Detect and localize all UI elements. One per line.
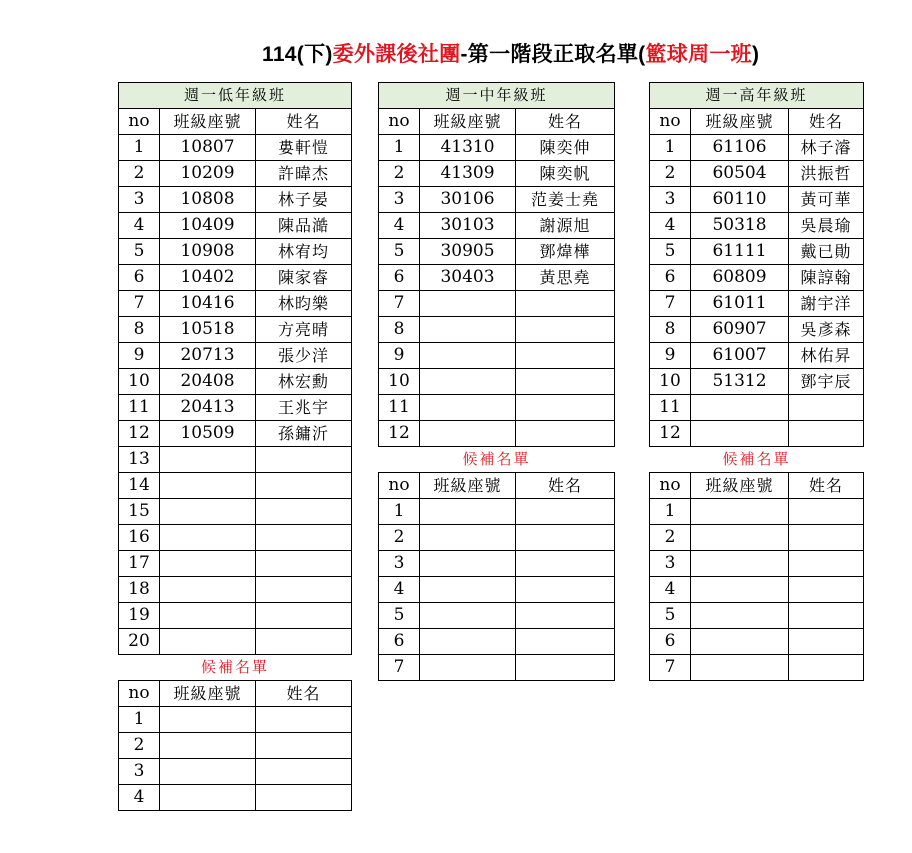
row-seat	[160, 707, 256, 733]
row-seat	[691, 551, 789, 577]
row-no: 7	[650, 655, 691, 681]
row-name	[516, 577, 615, 603]
row-no: 3	[379, 551, 420, 577]
table-row	[119, 447, 352, 473]
row-no: 5	[379, 603, 420, 629]
row-no: 6	[379, 629, 420, 655]
row-seat: 10807	[160, 135, 256, 161]
row-name	[516, 369, 615, 395]
waitlist-row	[379, 499, 615, 525]
row-no: 8	[650, 317, 691, 343]
row-name	[516, 421, 615, 447]
waitlist-row	[379, 551, 615, 577]
row-seat: 60809	[691, 265, 789, 291]
row-name: 謝宇洋	[789, 291, 864, 317]
table-row	[119, 473, 352, 499]
row-name	[516, 655, 615, 681]
col-name-header: 姓名	[516, 109, 615, 135]
row-no: 5	[650, 239, 691, 265]
table-row	[119, 525, 352, 551]
row-seat: 30905	[420, 239, 516, 265]
row-no: 5	[650, 603, 691, 629]
title-class: 籃球周一班	[645, 43, 752, 66]
row-seat: 20713	[160, 343, 256, 369]
row-no: 2	[379, 525, 420, 551]
row-name	[256, 577, 352, 603]
column-header-row	[119, 109, 352, 135]
row-no: 9	[379, 343, 420, 369]
mid-grade-block	[378, 82, 615, 681]
row-name	[516, 603, 615, 629]
row-name: 洪振哲	[789, 161, 864, 187]
row-name: 林佑昇	[789, 343, 864, 369]
col-no-header: no	[119, 109, 160, 135]
row-name: 陳奕伸	[516, 135, 615, 161]
low-grade-block	[118, 82, 352, 811]
row-no: 2	[119, 733, 160, 759]
col-seat-header: 班級座號	[420, 109, 516, 135]
col-name-header: 姓名	[256, 681, 352, 707]
row-name: 鄧煒樺	[516, 239, 615, 265]
table-row	[119, 135, 352, 161]
row-name	[256, 551, 352, 577]
waitlist-row	[650, 603, 864, 629]
table-row	[379, 239, 615, 265]
row-seat: 61007	[691, 343, 789, 369]
table-row	[119, 187, 352, 213]
row-no: 14	[119, 473, 160, 499]
row-no: 17	[119, 551, 160, 577]
row-seat	[420, 551, 516, 577]
row-seat	[160, 629, 256, 655]
row-name	[256, 759, 352, 785]
row-name: 林昀樂	[256, 291, 352, 317]
high-grade-table	[649, 82, 864, 681]
table-row	[119, 239, 352, 265]
row-name: 王兆宇	[256, 395, 352, 421]
row-no: 1	[119, 707, 160, 733]
waitlist-row	[119, 759, 352, 785]
row-seat: 61106	[691, 135, 789, 161]
table-row	[650, 135, 864, 161]
waitlist-row	[379, 629, 615, 655]
row-no: 9	[119, 343, 160, 369]
row-name: 婁軒愷	[256, 135, 352, 161]
waitlist-row	[119, 733, 352, 759]
table-row	[119, 577, 352, 603]
class-heading: 週一低年級班	[119, 83, 352, 109]
waitlist-heading: 候補名單	[650, 447, 864, 473]
waitlist-heading-row	[650, 447, 864, 473]
table-row	[379, 135, 615, 161]
row-seat	[420, 317, 516, 343]
row-no: 4	[379, 213, 420, 239]
row-no: 19	[119, 603, 160, 629]
row-seat	[160, 447, 256, 473]
title-stage: -第一階段正取名單(	[460, 43, 646, 66]
row-name	[256, 629, 352, 655]
table-row	[119, 317, 352, 343]
row-seat: 20408	[160, 369, 256, 395]
row-seat	[420, 343, 516, 369]
row-name: 吳彥森	[789, 317, 864, 343]
table-row	[379, 187, 615, 213]
table-row	[379, 317, 615, 343]
col-seat-header: 班級座號	[160, 681, 256, 707]
row-seat	[160, 577, 256, 603]
page-title	[262, 38, 759, 68]
row-seat	[420, 499, 516, 525]
row-seat: 60504	[691, 161, 789, 187]
row-name: 鄧宇辰	[789, 369, 864, 395]
row-seat: 60907	[691, 317, 789, 343]
table-row	[650, 265, 864, 291]
waitlist-heading: 候補名單	[119, 655, 352, 681]
row-seat: 51312	[691, 369, 789, 395]
col-no-header: no	[650, 109, 691, 135]
row-name	[256, 525, 352, 551]
row-name	[789, 629, 864, 655]
row-name	[516, 343, 615, 369]
row-no: 10	[650, 369, 691, 395]
row-name	[256, 473, 352, 499]
row-seat: 10808	[160, 187, 256, 213]
table-row	[379, 161, 615, 187]
row-seat	[160, 603, 256, 629]
col-seat-header: 班級座號	[160, 109, 256, 135]
row-no: 4	[119, 213, 160, 239]
row-seat: 41310	[420, 135, 516, 161]
row-name: 林宥均	[256, 239, 352, 265]
row-name: 許暐杰	[256, 161, 352, 187]
table-row	[379, 213, 615, 239]
row-name: 林宏勳	[256, 369, 352, 395]
row-no: 20	[119, 629, 160, 655]
row-name: 吳晨瑜	[789, 213, 864, 239]
row-seat: 10209	[160, 161, 256, 187]
row-no: 12	[119, 421, 160, 447]
table-row	[650, 421, 864, 447]
row-no: 2	[119, 161, 160, 187]
row-seat	[691, 421, 789, 447]
table-row	[119, 213, 352, 239]
waitlist-row	[650, 655, 864, 681]
row-name: 張少洋	[256, 343, 352, 369]
row-no: 6	[650, 265, 691, 291]
row-name	[516, 551, 615, 577]
row-name: 陳奕帆	[516, 161, 615, 187]
row-no: 7	[119, 291, 160, 317]
row-name	[789, 395, 864, 421]
waitlist-row	[650, 499, 864, 525]
row-no: 7	[379, 291, 420, 317]
row-seat	[691, 629, 789, 655]
row-name: 陳品澔	[256, 213, 352, 239]
row-name: 黃思堯	[516, 265, 615, 291]
row-name: 范姜士堯	[516, 187, 615, 213]
row-no: 6	[119, 265, 160, 291]
row-name	[789, 655, 864, 681]
title-term: 114(下)	[262, 43, 333, 66]
row-name	[516, 317, 615, 343]
row-name	[516, 395, 615, 421]
row-name	[789, 499, 864, 525]
row-no: 11	[379, 395, 420, 421]
row-seat: 41309	[420, 161, 516, 187]
table-row	[119, 265, 352, 291]
class-heading-row	[379, 83, 615, 109]
row-no: 5	[379, 239, 420, 265]
table-row	[379, 265, 615, 291]
row-name	[256, 785, 352, 811]
col-seat-header: 班級座號	[691, 473, 789, 499]
row-name	[789, 603, 864, 629]
row-name: 黃可華	[789, 187, 864, 213]
title-program: 委外課後社團	[332, 43, 461, 66]
table-row	[650, 395, 864, 421]
row-name: 方亮晴	[256, 317, 352, 343]
row-seat	[691, 655, 789, 681]
table-row	[119, 551, 352, 577]
row-seat	[160, 525, 256, 551]
row-no: 2	[650, 525, 691, 551]
row-seat: 61111	[691, 239, 789, 265]
row-seat	[420, 369, 516, 395]
row-seat: 10509	[160, 421, 256, 447]
table-row	[119, 421, 352, 447]
row-name	[516, 499, 615, 525]
row-name: 謝源旭	[516, 213, 615, 239]
row-seat	[160, 473, 256, 499]
class-heading: 週一高年級班	[650, 83, 864, 109]
row-name	[256, 499, 352, 525]
row-seat	[160, 551, 256, 577]
table-row	[650, 369, 864, 395]
row-no: 1	[650, 135, 691, 161]
waitlist-heading-row	[119, 655, 352, 681]
row-no: 6	[650, 629, 691, 655]
table-row	[650, 213, 864, 239]
row-no: 15	[119, 499, 160, 525]
row-name: 林子濬	[789, 135, 864, 161]
column-header-row	[650, 109, 864, 135]
table-row	[119, 369, 352, 395]
row-seat	[420, 577, 516, 603]
row-name	[516, 291, 615, 317]
row-no: 11	[650, 395, 691, 421]
row-seat	[160, 759, 256, 785]
row-no: 4	[379, 577, 420, 603]
row-name	[789, 577, 864, 603]
waitlist-row	[650, 577, 864, 603]
table-row	[650, 161, 864, 187]
row-no: 7	[650, 291, 691, 317]
row-no: 2	[379, 161, 420, 187]
row-no: 18	[119, 577, 160, 603]
low-grade-table	[118, 82, 352, 811]
table-row	[379, 395, 615, 421]
row-name	[256, 603, 352, 629]
row-seat	[691, 499, 789, 525]
row-no: 1	[650, 499, 691, 525]
row-no: 4	[119, 785, 160, 811]
row-seat	[160, 785, 256, 811]
row-name: 陳家睿	[256, 265, 352, 291]
row-seat: 61011	[691, 291, 789, 317]
waitlist-heading: 候補名單	[379, 447, 615, 473]
row-no: 5	[119, 239, 160, 265]
row-seat: 10518	[160, 317, 256, 343]
table-row	[650, 239, 864, 265]
column-header-row	[650, 473, 864, 499]
row-no: 9	[650, 343, 691, 369]
row-name	[789, 525, 864, 551]
row-name	[256, 707, 352, 733]
row-name: 戴已勛	[789, 239, 864, 265]
column-header-row	[379, 473, 615, 499]
row-name	[789, 421, 864, 447]
table-row	[119, 395, 352, 421]
col-no-header: no	[650, 473, 691, 499]
table-row	[650, 317, 864, 343]
waitlist-row	[650, 629, 864, 655]
row-name: 林子晏	[256, 187, 352, 213]
row-seat: 10416	[160, 291, 256, 317]
row-no: 11	[119, 395, 160, 421]
col-name-header: 姓名	[789, 473, 864, 499]
row-no: 4	[650, 213, 691, 239]
table-row	[119, 343, 352, 369]
row-seat	[420, 395, 516, 421]
col-no-header: no	[379, 473, 420, 499]
waitlist-row	[379, 525, 615, 551]
row-no: 1	[119, 135, 160, 161]
row-seat: 60110	[691, 187, 789, 213]
table-row	[379, 369, 615, 395]
mid-grade-table	[378, 82, 615, 681]
table-row	[650, 343, 864, 369]
row-seat	[420, 291, 516, 317]
table-row	[119, 161, 352, 187]
row-no: 12	[379, 421, 420, 447]
table-row	[119, 499, 352, 525]
row-seat	[420, 421, 516, 447]
row-seat	[691, 395, 789, 421]
row-seat: 30106	[420, 187, 516, 213]
row-seat	[420, 603, 516, 629]
table-row	[119, 603, 352, 629]
row-seat	[691, 525, 789, 551]
waitlist-row	[379, 577, 615, 603]
row-seat: 20413	[160, 395, 256, 421]
row-seat	[691, 577, 789, 603]
row-name	[789, 551, 864, 577]
row-seat: 10402	[160, 265, 256, 291]
row-seat: 30103	[420, 213, 516, 239]
row-seat: 10409	[160, 213, 256, 239]
waitlist-row	[650, 551, 864, 577]
row-no: 3	[650, 187, 691, 213]
table-row	[119, 629, 352, 655]
row-no: 4	[650, 577, 691, 603]
col-name-header: 姓名	[256, 109, 352, 135]
row-no: 1	[379, 499, 420, 525]
row-no: 3	[119, 759, 160, 785]
row-no: 10	[379, 369, 420, 395]
waitlist-heading-row	[379, 447, 615, 473]
row-seat	[420, 655, 516, 681]
row-seat	[160, 499, 256, 525]
row-seat: 30403	[420, 265, 516, 291]
column-header-row	[379, 109, 615, 135]
title-close: )	[751, 43, 760, 66]
waitlist-row	[379, 603, 615, 629]
row-name	[516, 629, 615, 655]
row-name	[516, 525, 615, 551]
row-no: 8	[379, 317, 420, 343]
column-header-row	[119, 681, 352, 707]
row-no: 16	[119, 525, 160, 551]
col-seat-header: 班級座號	[420, 473, 516, 499]
waitlist-row	[379, 655, 615, 681]
class-heading-row	[119, 83, 352, 109]
col-no-header: no	[119, 681, 160, 707]
row-no: 10	[119, 369, 160, 395]
class-heading-row	[650, 83, 864, 109]
row-seat: 50318	[691, 213, 789, 239]
row-no: 3	[379, 187, 420, 213]
table-row	[650, 291, 864, 317]
row-seat	[160, 733, 256, 759]
waitlist-row	[119, 785, 352, 811]
row-name	[256, 447, 352, 473]
waitlist-row	[119, 707, 352, 733]
table-row	[119, 291, 352, 317]
row-no: 12	[650, 421, 691, 447]
row-seat	[691, 603, 789, 629]
col-name-header: 姓名	[789, 109, 864, 135]
row-no: 2	[650, 161, 691, 187]
row-seat: 10908	[160, 239, 256, 265]
row-no: 7	[379, 655, 420, 681]
row-name: 陳諄翰	[789, 265, 864, 291]
table-row	[379, 343, 615, 369]
col-name-header: 姓名	[516, 473, 615, 499]
row-name: 孫鏞沂	[256, 421, 352, 447]
table-row	[379, 421, 615, 447]
table-row	[650, 187, 864, 213]
col-seat-header: 班級座號	[691, 109, 789, 135]
row-name	[256, 733, 352, 759]
row-no: 1	[379, 135, 420, 161]
class-heading: 週一中年級班	[379, 83, 615, 109]
row-no: 6	[379, 265, 420, 291]
row-no: 13	[119, 447, 160, 473]
row-seat	[420, 629, 516, 655]
row-no: 3	[650, 551, 691, 577]
table-row	[379, 291, 615, 317]
row-no: 8	[119, 317, 160, 343]
waitlist-row	[650, 525, 864, 551]
col-no-header: no	[379, 109, 420, 135]
row-no: 3	[119, 187, 160, 213]
row-seat	[420, 525, 516, 551]
high-grade-block	[649, 82, 864, 681]
